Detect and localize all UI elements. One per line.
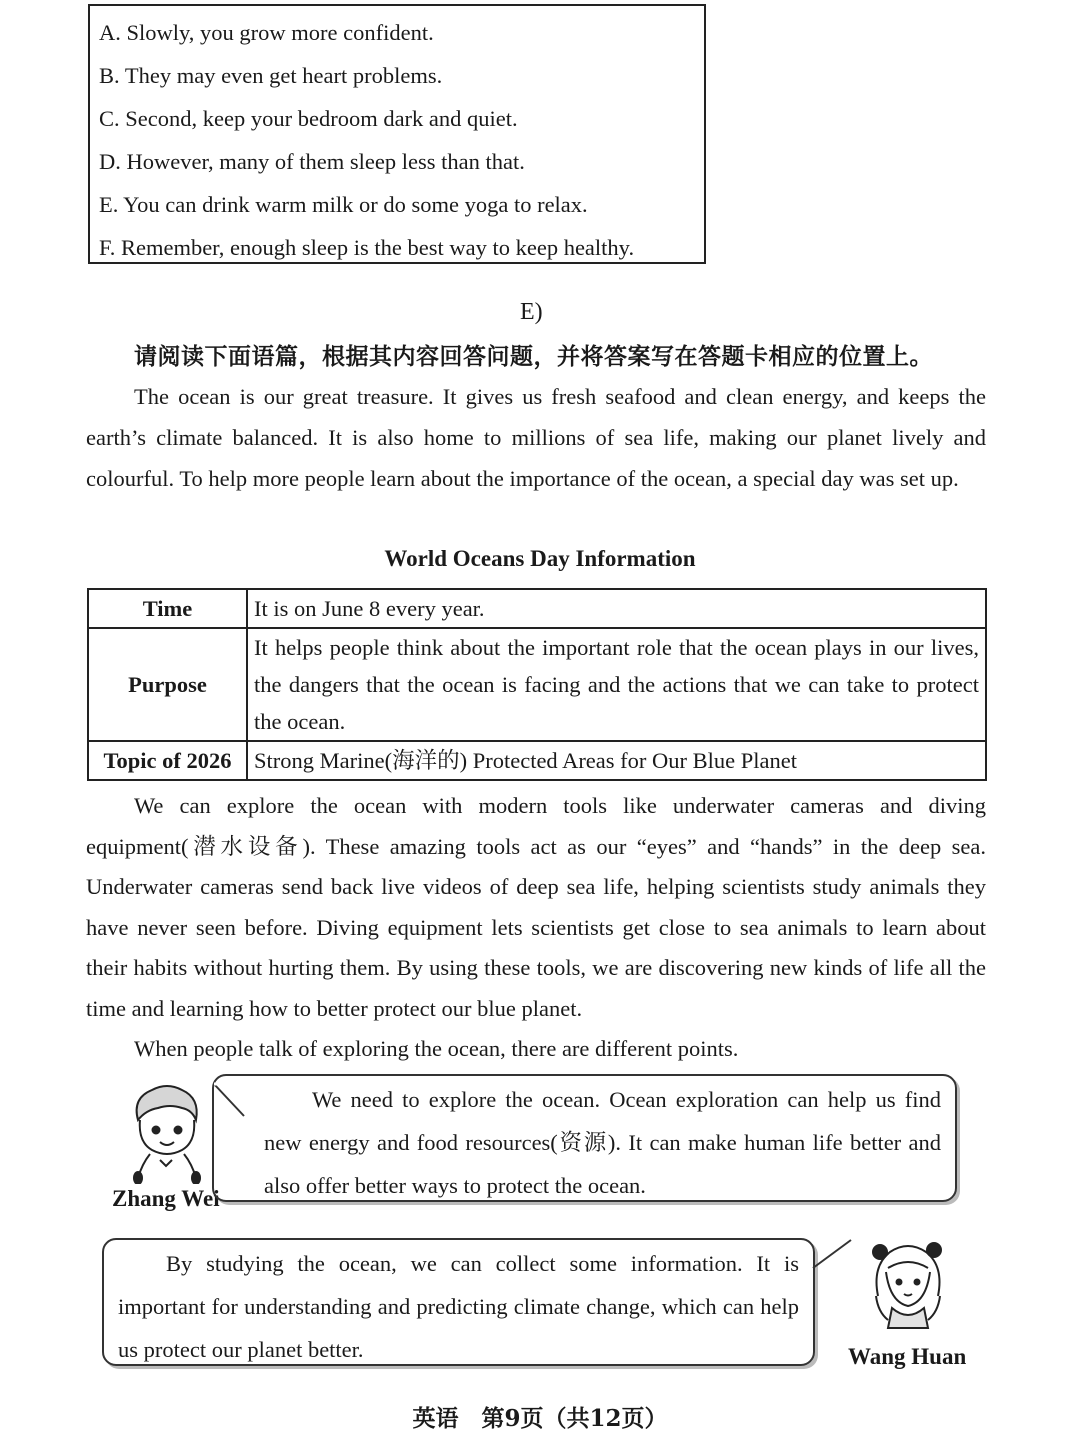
wang-huan-speech: By studying the ocean, we can collect some information. It is important for understanding and predicting climate change, which can help us protect our planet better. <box>118 1251 799 1362</box>
table-row <box>88 741 986 780</box>
option-c: C. Second, keep your bedroom dark and quiet. <box>99 106 518 131</box>
wang-huan-speech-bubble <box>102 1238 815 1366</box>
zhang-wei-speech: We need to explore the ocean. Ocean exploration can help us find new energy and food resources(资源). It can make human life better and also offer better ways to protect the ocean. <box>264 1087 941 1198</box>
option-a: A. Slowly, you grow more confident. <box>99 20 434 45</box>
wang-huan-avatar-icon <box>868 1236 948 1336</box>
bubble-tail-icon <box>805 1238 855 1278</box>
points-intro: When people talk of exploring the ocean, there are different points. <box>134 1036 739 1061</box>
table-row <box>88 589 986 628</box>
row-header-topic: Topic of 2026 <box>88 741 247 780</box>
zhang-wei-speech-bubble <box>212 1074 957 1202</box>
wang-huan-name: Wang Huan <box>848 1344 967 1369</box>
body-paragraph: We can explore the ocean with modern tools like underwater cameras and diving equipment(潜水设备). These amazing tools act as our “eyes” and “hands” in the deep sea. Underwater cameras send back live videos of deep sea life, helping scientists study animals they have never seen before. Diving equipment lets scientists get close to sea animals to learn about their habits without hurting them. By using these tools, we are discovering new kinds of life all the time and learning how to better protect our blue planet. <box>86 793 986 1021</box>
info-table <box>87 588 987 781</box>
section-letter: E) <box>520 299 543 325</box>
page-footer: 英语 第9页（共12页） <box>412 1405 668 1432</box>
option-d: D. However, many of them sleep less than that. <box>99 149 525 174</box>
zhang-wei-name: Zhang Wei <box>112 1186 220 1211</box>
bubble-tail-icon <box>196 1082 248 1118</box>
instruction: 请阅读下面语篇，根据其内容回答问题，并将答案写在答题卡相应的位置上。 <box>134 344 933 370</box>
row-header-time: Time <box>88 589 247 628</box>
row-text-purpose: It helps people think about the important role that the ocean plays in our lives, the dangers that the ocean is facing and the actions that we can take to protect the ocean. <box>247 628 986 741</box>
row-text-topic: Strong Marine(海洋的) Protected Areas for Our Blue Planet <box>247 741 986 780</box>
intro-paragraph: The ocean is our great treasure. It gives us fresh seafood and clean energy, and keeps the earth’s climate balanced. It is also home to millions of sea life, making our planet lively and colourful. To help more people learn about the importance of the ocean, a special day was set up. <box>86 384 986 491</box>
option-f: F. Remember, enough sleep is the best way to keep healthy. <box>99 235 635 260</box>
table-title: World Oceans Day Information <box>384 546 696 571</box>
option-e: E. You can drink warm milk or do some yoga to relax. <box>99 192 588 217</box>
table-row <box>88 628 986 741</box>
options-box <box>88 4 706 264</box>
row-header-purpose: Purpose <box>88 628 247 741</box>
option-b: B. They may even get heart problems. <box>99 63 443 88</box>
row-text-time: It is on June 8 every year. <box>247 589 986 628</box>
